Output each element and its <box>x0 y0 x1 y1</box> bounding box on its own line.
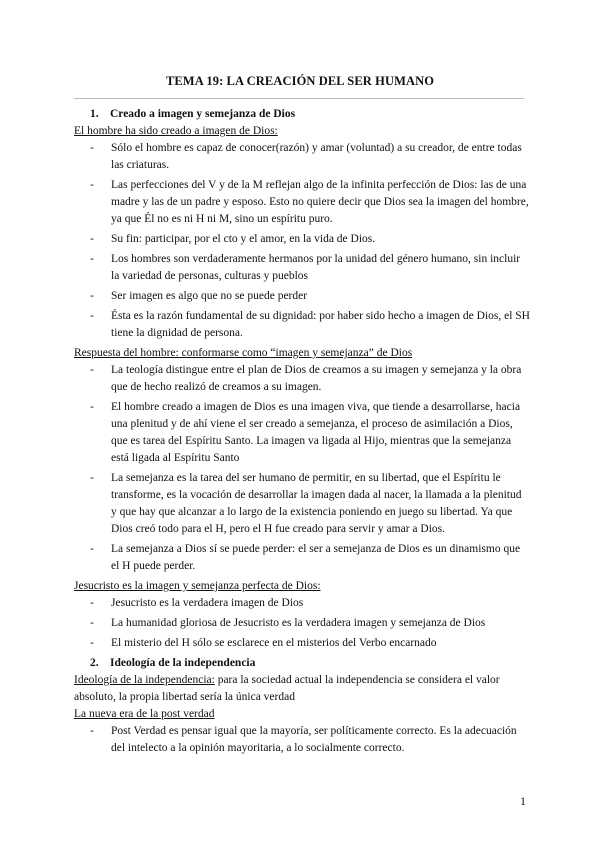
section-heading-text: Creado a imagen y semejanza de Dios <box>110 108 296 120</box>
subheading-text: Respuesta del hombre: conformarse como “imagen y semejanza” de Dios <box>74 347 413 359</box>
subheading-text: El hombre ha sido creado a imagen de Dios: <box>74 125 278 137</box>
list-item: - El misterio del H sólo se esclarece en el misterios del Verbo encarnado <box>74 635 530 652</box>
list-item: - Sólo el hombre es capaz de conocer(razón) y amar (voluntad) a su creador, de entre todas las criaturas. <box>74 140 530 174</box>
subheading-text: La nueva era de la post verdad <box>74 708 215 720</box>
list-item: - Post Verdad es pensar igual que la mayoría, ser políticamente correcto. Es la adecuación del intelecto a la opinión mayoritaria, a lo socialmente correcto. <box>74 723 530 757</box>
subheading-text: Ideología de la independencia: <box>74 674 215 686</box>
subheading <box>74 345 530 362</box>
bullet-list <box>74 723 530 757</box>
list-item: - Las perfecciones del V y de la M reflejan algo de la infinita perfección de Dios: las de una madre y las de un padre y esposo. Esto no quiere decir que Dios sea la imagen del hombre, ya que Él no es ni H ni M, sino un espíritu puro. <box>74 177 530 228</box>
list-item: - La semejanza a Dios sí se puede perder: el ser a semejanza de Dios es un dinamismo que el H puede perder. <box>74 541 530 575</box>
list-item: - Los hombres son verdaderamente hermanos por la unidad del género humano, sin incluir la variedad de personas, culturas y pueblos <box>74 251 530 285</box>
bullet-list <box>74 140 530 342</box>
subheading <box>74 706 530 723</box>
subheading <box>74 123 530 140</box>
section-number: 1. <box>90 108 99 120</box>
list-item: - Jesucristo es la verdadera imagen de Dios <box>74 595 530 612</box>
bullet-list <box>74 595 530 652</box>
list-item: - Su fin: participar, por el cto y el amor, en la vida de Dios. <box>74 231 530 248</box>
list-item: - La humanidad gloriosa de Jesucristo es la verdadera imagen y semejanza de Dios <box>74 615 530 632</box>
list-item: - Ésta es la razón fundamental de su dignidad: por haber sido hecho a imagen de Dios, el SH tiene la dignidad de persona. <box>74 308 530 342</box>
section-number: 2. <box>90 657 99 669</box>
document-body <box>74 106 530 760</box>
title-divider <box>74 98 524 99</box>
list-item: - La teología distingue entre el plan de Dios de creamos a su imagen y semejanza y la obra que de hecho realizó de creamos a su imagen. <box>74 362 530 396</box>
section-heading-2 <box>74 655 530 672</box>
list-item: - Ser imagen es algo que no se puede perder <box>74 288 530 305</box>
page-number: 1 <box>520 794 526 808</box>
subheading-text: Jesucristo es la imagen y semejanza perfecta de Dios: <box>74 580 321 592</box>
bullet-list <box>74 362 530 575</box>
section-heading-text: Ideología de la independencia <box>110 657 256 669</box>
list-item: - La semejanza es la tarea del ser humano de permitir, en su libertad, que el Espíritu le transforme, es la vocación de desarrollar la imagen dada al nacer, la llamada a la plenitud y que hay que alcanzar a lo largo de la existencia poniendo en juego su libertad. Ya que Dios creó todo para el H, pero el H fue creado para servir y amar a Dios. <box>74 470 530 538</box>
paragraph-text: para la sociedad actual la independencia se considera el valor absoluto, la propia libertad sería la única verdad <box>74 674 500 703</box>
list-item: - El hombre creado a imagen de Dios es una imagen viva, que tiende a desarrollarse, hacia una plenitud y de ahí viene el ser creado a semejanza, el proceso de asimilación a Dios, que es tarea del Espíritu Santo. La imagen va ligada al Hijo, mientras que la semejanza está ligada al Espíritu Santo <box>74 399 530 467</box>
section-heading-1 <box>74 106 530 123</box>
subheading <box>74 578 530 595</box>
paragraph <box>74 672 530 706</box>
page-title: TEMA 19: LA CREACIÓN DEL SER HUMANO <box>165 74 435 88</box>
